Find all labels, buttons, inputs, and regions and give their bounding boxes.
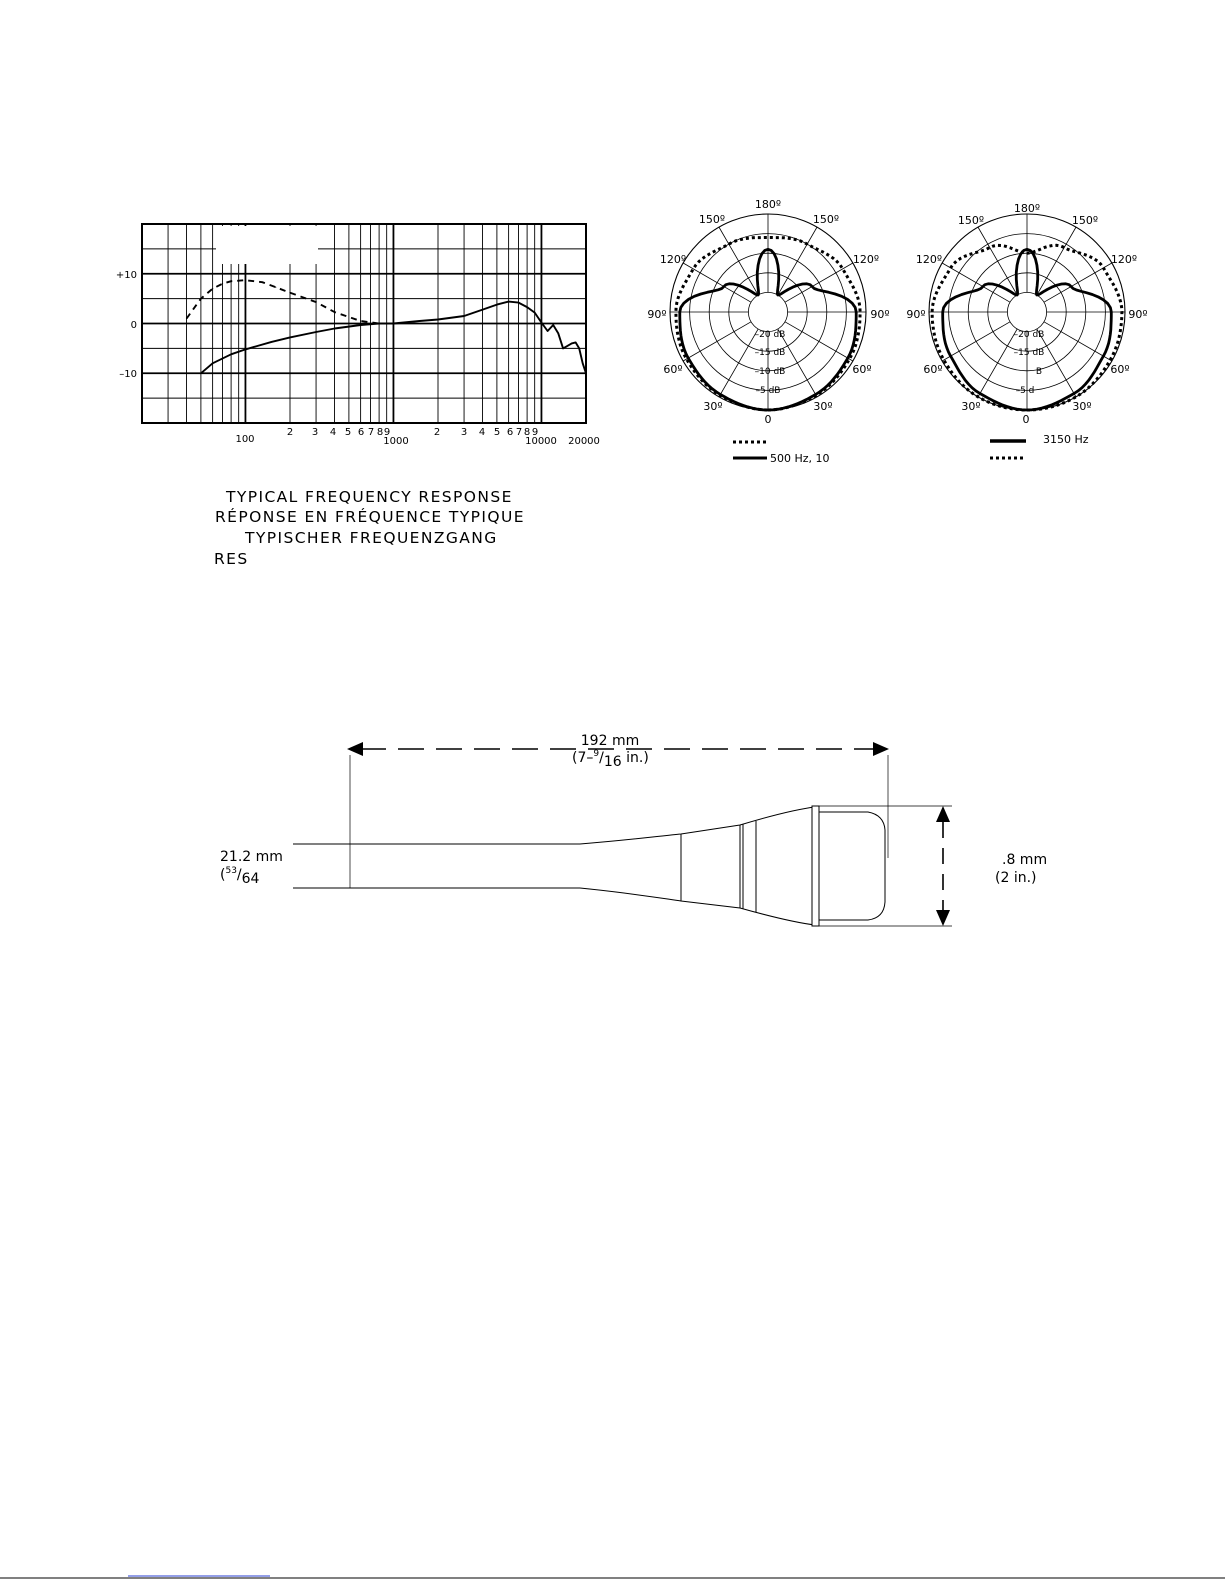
freq-data-point [222, 283, 223, 284]
polar-ring-label: –5 d [1015, 386, 1035, 396]
polar-angle-label: 150º [957, 214, 985, 227]
freq-caption-line: TYPICAL FREQUENCY RESPONSE [226, 488, 513, 506]
frac-lead: (7– [572, 750, 594, 766]
polar-pattern-right [906, 202, 1147, 458]
frequency-response-chart [116, 224, 600, 568]
freq-data-point [518, 302, 519, 303]
freq-data-point [419, 320, 420, 321]
grille-head [819, 812, 885, 920]
head-in-label: (2 in.) [995, 870, 1037, 886]
x-tick-label: 20000 [568, 436, 600, 447]
freq-data-point [334, 328, 335, 329]
arrow-head-down [936, 910, 950, 926]
polar-angle-label: 30º [961, 400, 981, 413]
x-tick-label: 10000 [525, 436, 557, 447]
polar-spoke [942, 263, 1010, 302]
polar-angle-label: 90º [906, 308, 926, 321]
polar-ring [748, 292, 787, 331]
legend-label: 500 Hz, 10 [770, 452, 830, 465]
freq-data-point [508, 301, 509, 302]
x-tick-label: 2 [286, 427, 294, 438]
polar-angle-label: 120º [659, 253, 687, 266]
freq-data-point [562, 348, 563, 349]
freq-caption-line: TYPISCHER FREQUENZGANG [245, 529, 498, 547]
freq-data-point [547, 330, 548, 331]
length-in-label [572, 749, 649, 770]
polar-ring-label: –20 dB [754, 330, 786, 340]
x-tick-label: 4 [478, 427, 486, 438]
x-tick-label: 7 [367, 427, 375, 438]
frac-slash: / [236, 867, 242, 883]
body-taper-top [580, 807, 815, 844]
polar-angle-label: 150º [698, 213, 726, 226]
polar-angle-label: 60º [1110, 363, 1130, 376]
frac-num: 53 [225, 866, 237, 876]
x-tick-label: 4 [329, 427, 337, 438]
x-tick-label: 3 [460, 427, 468, 438]
polar-ring-label: B [1035, 367, 1043, 377]
x-tick-label: 6 [357, 427, 365, 438]
x-tick-label: 7 [515, 427, 523, 438]
polar-angle-label: 120º [915, 253, 943, 266]
x-tick-label: 100 [235, 434, 255, 445]
freq-grid [142, 224, 586, 423]
frac-den: 16 [603, 754, 622, 770]
freq-data-point [315, 331, 316, 332]
polar-angle-label: 180º [1013, 202, 1041, 215]
frac-tail: in.) [621, 750, 649, 766]
polar-ring [1007, 292, 1046, 331]
freq-data-point [212, 288, 213, 289]
polar-spoke [1044, 263, 1112, 302]
x-tick-label: 5 [344, 427, 352, 438]
freq-data-point [527, 306, 528, 307]
freq-data-point [245, 280, 246, 281]
polar-spoke [978, 329, 1017, 397]
y-tick-label: 0 [130, 320, 137, 331]
arrow-head-up [936, 806, 950, 822]
polar-angle-label: 30º [813, 400, 833, 413]
freq-data-point [275, 287, 276, 288]
polar-angle-label: 60º [663, 363, 683, 376]
freq-data-point [200, 298, 201, 299]
freq-data-point [496, 304, 497, 305]
freq-series-dashed [187, 280, 380, 323]
freq-data-point [289, 292, 290, 293]
diameter-in-label [220, 866, 260, 887]
freq-data-point [262, 282, 263, 283]
freq-data-point [582, 363, 583, 364]
freq-data-point [437, 319, 438, 320]
polar-ring-label: –15 dB [1013, 348, 1045, 358]
polar-angle-label: 150º [1071, 214, 1099, 227]
polar-angle-label: 90º [1128, 308, 1148, 321]
freq-data-point [575, 342, 576, 343]
polar-angle-label: 180º [754, 198, 782, 211]
body-taper-bottom [580, 888, 815, 925]
polar-angle-label: 60º [923, 363, 943, 376]
freq-data-point [393, 323, 394, 324]
freq-data-point [315, 302, 316, 303]
freq-data-point [231, 281, 232, 282]
polar-angle-label: 120º [852, 253, 880, 266]
freq-data-point [579, 348, 580, 349]
x-tick-label: 6 [506, 427, 514, 438]
x-tick-label: 1000 [383, 436, 409, 447]
polar-spoke [1044, 322, 1112, 361]
polar-angle-label: 60º [852, 363, 872, 376]
freq-data-point [541, 322, 542, 323]
frac-num: 9 [593, 749, 600, 759]
freq-data-point [379, 323, 380, 324]
arrow-head-left [347, 742, 363, 756]
polar-angle-label: 30º [1072, 400, 1092, 413]
freq-data-point [289, 337, 290, 338]
freq-data-point [463, 315, 464, 316]
polar-angle-label: 30º [703, 400, 723, 413]
polar-ring-label: –20 dB [1013, 330, 1045, 340]
grille-ring [812, 806, 819, 926]
polar-angle-label: 0 [764, 413, 772, 426]
frac-den: 64 [241, 871, 260, 887]
polar-angle-label: 120º [1110, 253, 1138, 266]
arrow-head-right [873, 742, 889, 756]
polar-spoke [785, 322, 853, 361]
polar-spoke [942, 322, 1010, 361]
x-tick-label: 9 [531, 427, 539, 438]
freq-caption-line: RÉPONSE EN FRÉQUENCE TYPIQUE [215, 508, 525, 526]
polar-angle-label: 90º [647, 308, 667, 321]
y-tick-label: –10 [119, 369, 137, 380]
head-mm-label: .8 mm [1002, 852, 1048, 868]
freq-caption-line: RES [214, 550, 249, 568]
length-mm-label: 192 mm [580, 733, 640, 749]
polar-angle-label: 90º [870, 308, 890, 321]
freq-data-point [360, 320, 361, 321]
freq-data-point [482, 309, 483, 310]
frac-lead: ( [220, 867, 226, 883]
y-tick-label: +10 [115, 270, 137, 281]
freq-data-point [200, 373, 201, 374]
x-tick-label: 3 [311, 427, 319, 438]
freq-data-point [186, 318, 187, 319]
microphone-dimension-drawing [220, 733, 1047, 926]
freq-data-point [534, 312, 535, 313]
polar-spoke [683, 322, 751, 361]
polar-angle-label: 0 [1022, 413, 1030, 426]
legend-label: 3150 Hz [1043, 433, 1089, 446]
polar-angle-label: 150º [812, 213, 840, 226]
x-tick-label: 2 [433, 427, 441, 438]
freq-data-point [334, 311, 335, 312]
freq-data-point [245, 349, 246, 350]
x-tick-label: 5 [493, 427, 501, 438]
freq-blank-panel [216, 226, 318, 264]
freq-data-point [212, 363, 213, 364]
diameter-mm-label: 21.2 mm [220, 849, 283, 865]
freq-data-point [553, 324, 554, 325]
x-tick-label: 9 [383, 427, 391, 438]
freq-data-point [585, 373, 586, 374]
x-tick-label: 8 [523, 427, 531, 438]
frac-slash: / [599, 750, 604, 766]
polar-ring-label: –10 dB [754, 367, 786, 377]
polar-spoke [719, 329, 758, 397]
polar-ring-label: –15 dB [754, 348, 786, 358]
x-tick-label: 8 [376, 427, 384, 438]
freq-data-point [571, 343, 572, 344]
freq-data-point [231, 354, 232, 355]
polar-ring-label: –5 dB [755, 386, 781, 396]
freq-data-point [271, 341, 272, 342]
freq-data-point [558, 333, 559, 334]
polar-pattern-left [647, 198, 889, 465]
polar-left-grid [670, 214, 866, 410]
freq-data-point [360, 324, 361, 325]
